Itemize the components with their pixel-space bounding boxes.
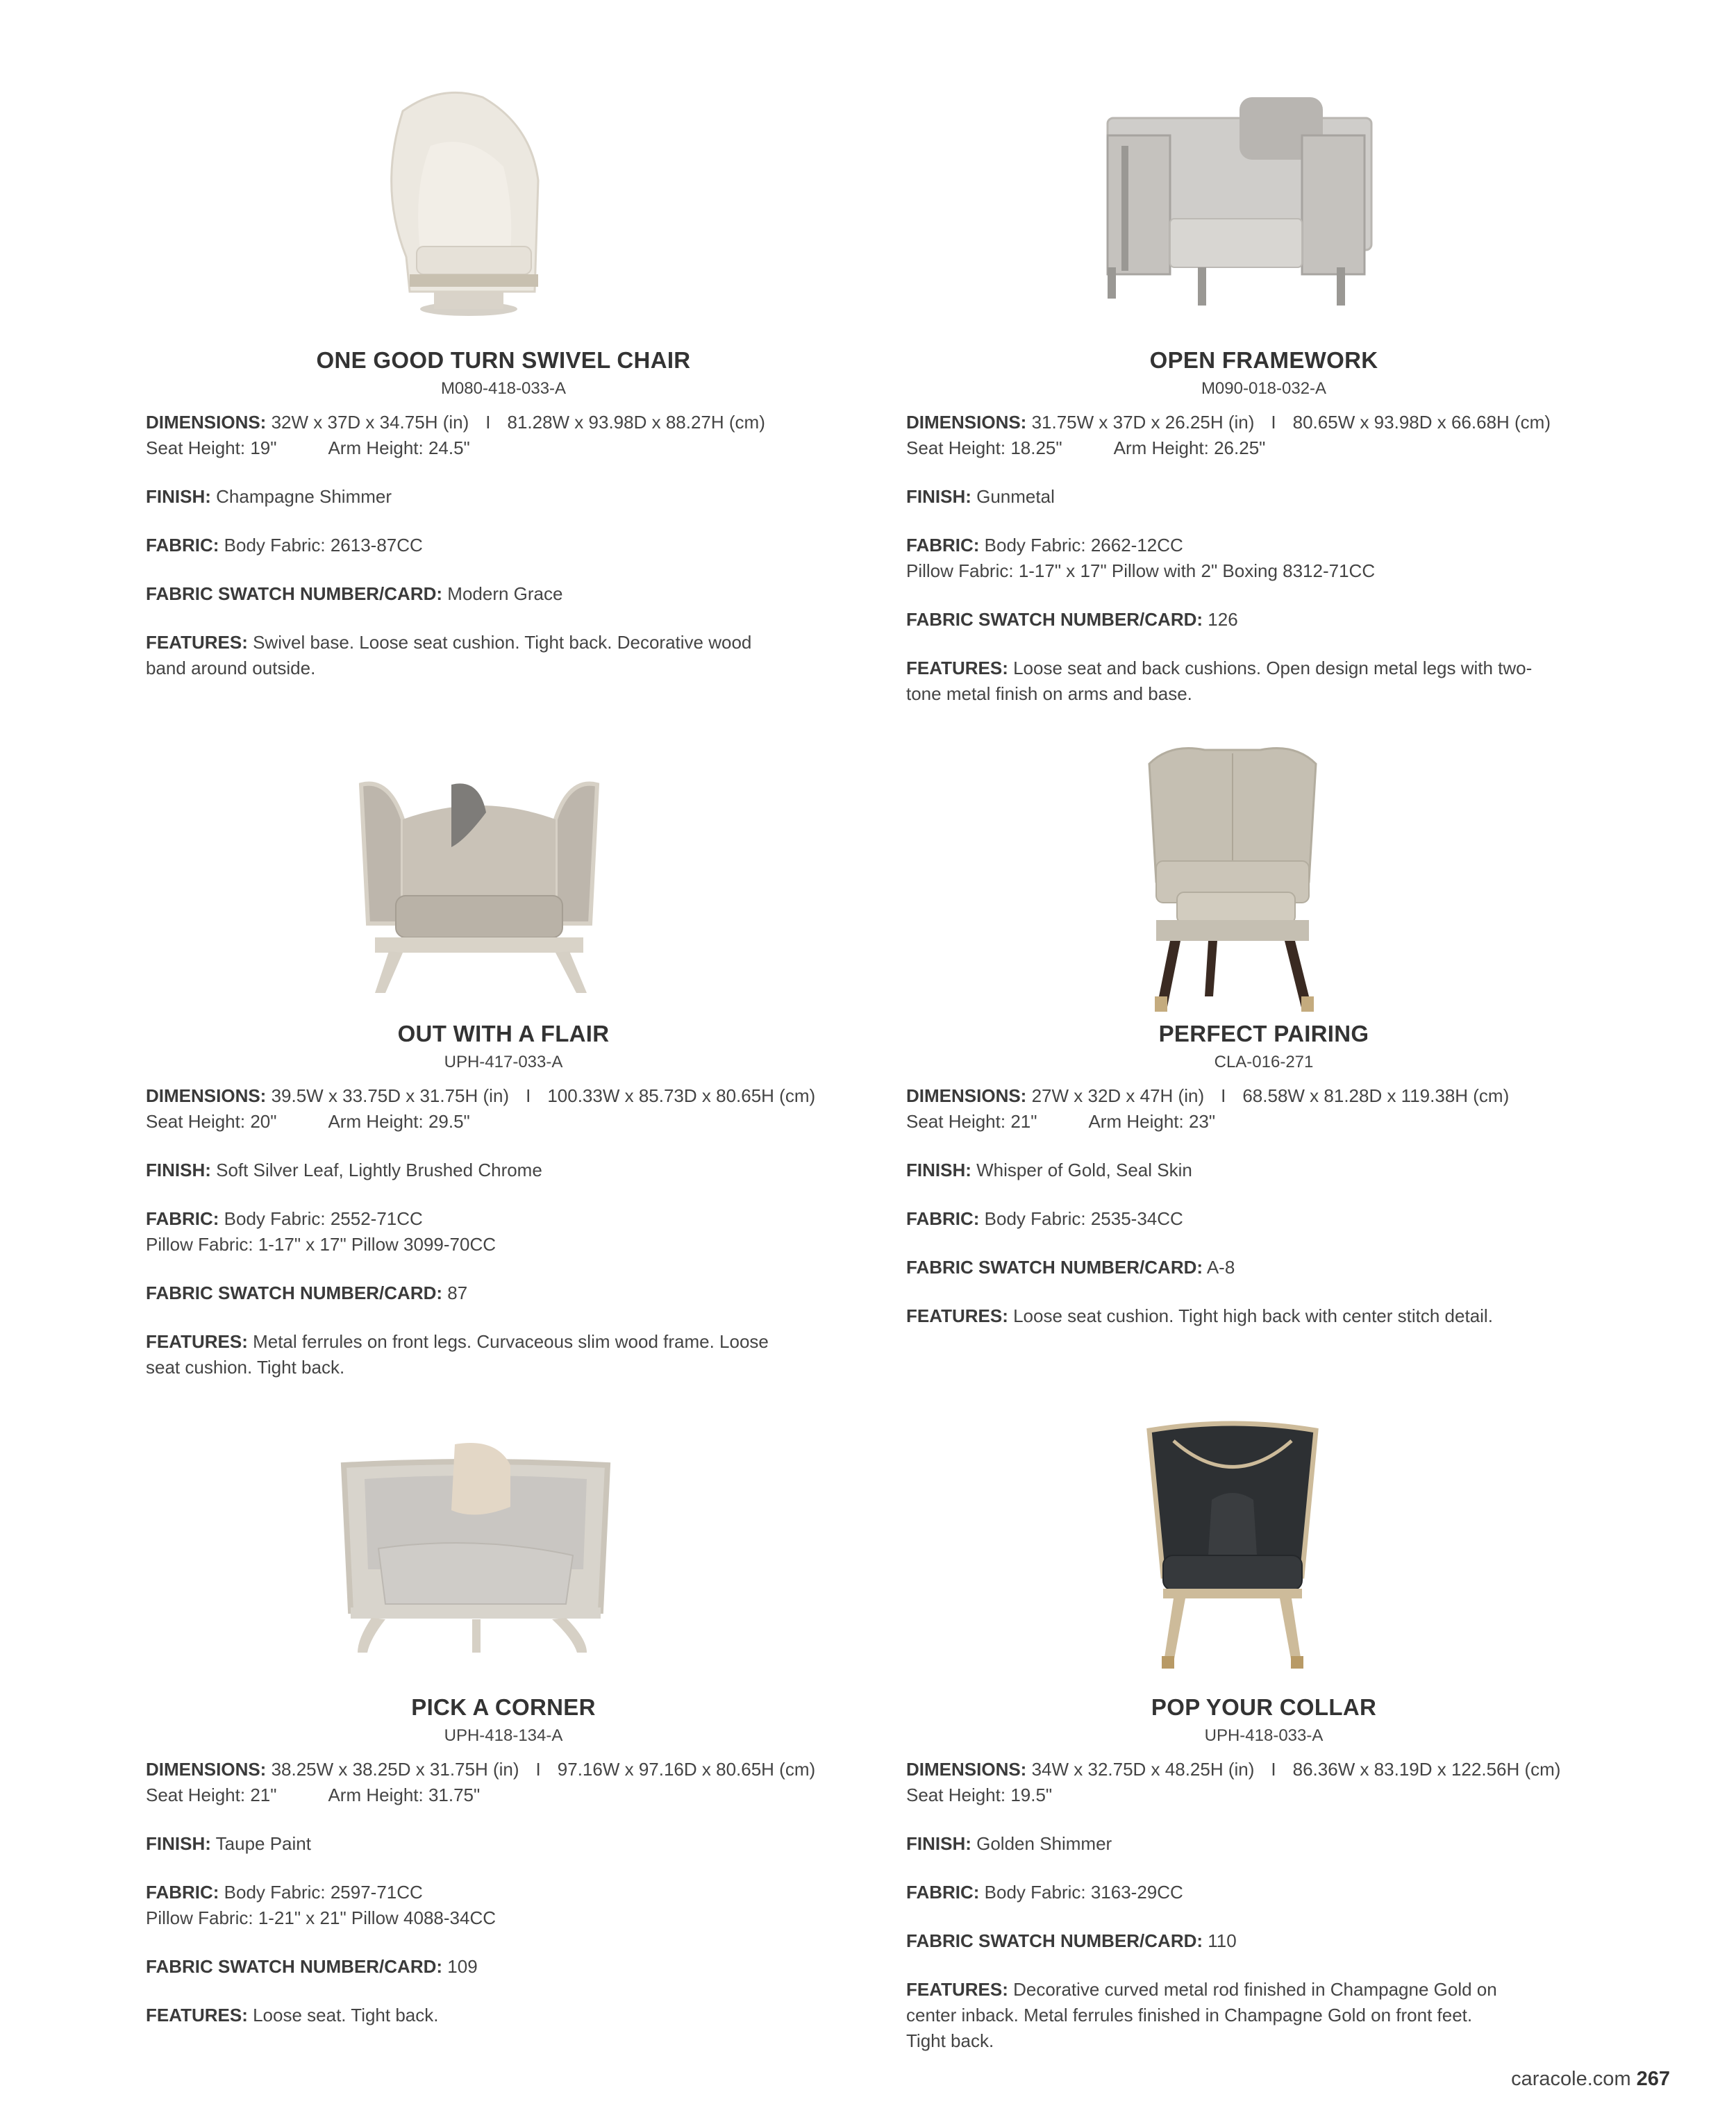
features-row bbox=[906, 655, 1621, 681]
finish-row bbox=[146, 1831, 861, 1857]
dimensions-inches: 32W x 37D x 34.75H (in) bbox=[271, 412, 469, 433]
product-sku: UPH-417-033-A bbox=[444, 1053, 563, 1071]
fabric-value: Body Fabric: 3163-29CC bbox=[984, 1882, 1183, 1903]
swatch-row bbox=[906, 607, 1621, 633]
heights-row bbox=[146, 1782, 861, 1808]
spec-block bbox=[906, 410, 1621, 707]
finish-row bbox=[146, 1158, 861, 1183]
product-sku: UPH-418-134-A bbox=[444, 1726, 563, 1745]
fabric-row bbox=[906, 1206, 1621, 1232]
spec-block bbox=[906, 1083, 1621, 1329]
finish-value: Taupe Paint bbox=[215, 1833, 311, 1854]
features-line-1: Loose seat cushion. Tight high back with center stitch detail. bbox=[1013, 1305, 1493, 1326]
heights-row bbox=[146, 435, 861, 461]
swatch-label: FABRIC SWATCH NUMBER/CARD: bbox=[906, 1257, 1203, 1278]
dimensions-cm: 80.65W x 93.98D x 66.68H (cm) bbox=[1292, 412, 1551, 433]
features-row bbox=[906, 1977, 1621, 2003]
heights-row bbox=[906, 435, 1621, 461]
fabric-label: FABRIC: bbox=[146, 1882, 219, 1903]
spec-block bbox=[146, 410, 861, 681]
arm-height: Arm Height: 23" bbox=[1088, 1111, 1216, 1132]
fabric-value: Body Fabric: 2597-71CC bbox=[224, 1882, 423, 1903]
finish-value: Golden Shimmer bbox=[976, 1833, 1112, 1854]
heights-row bbox=[906, 1782, 1621, 1808]
heights-row bbox=[906, 1109, 1621, 1135]
swatch-row bbox=[906, 1928, 1621, 1954]
product-name: POP YOUR COLLAR bbox=[1151, 1694, 1377, 1720]
fabric-value: Body Fabric: 2535-34CC bbox=[984, 1208, 1183, 1229]
finish-row bbox=[906, 484, 1621, 510]
dimensions-cm: 100.33W x 85.73D x 80.65H (cm) bbox=[547, 1085, 816, 1106]
finish-value: Gunmetal bbox=[976, 486, 1055, 507]
swatch-label: FABRIC SWATCH NUMBER/CARD: bbox=[906, 1930, 1203, 1951]
finish-value: Whisper of Gold, Seal Skin bbox=[976, 1160, 1192, 1180]
features-row bbox=[146, 1329, 861, 1355]
product-sku: UPH-418-033-A bbox=[1204, 1726, 1324, 1745]
features-row bbox=[906, 1303, 1621, 1329]
finish-row bbox=[906, 1831, 1621, 1857]
features-label: FEATURES: bbox=[906, 1979, 1008, 2000]
dimensions-row bbox=[146, 1083, 861, 1109]
finish-label: FINISH: bbox=[906, 486, 971, 507]
features-label: FEATURES: bbox=[146, 2005, 248, 2025]
fabric-value: Body Fabric: 2662-12CC bbox=[984, 535, 1183, 555]
features-row bbox=[146, 630, 861, 655]
spec-block bbox=[146, 1083, 861, 1380]
features-line-2: tone metal finish on arms and base. bbox=[906, 683, 1192, 704]
swatch-label: FABRIC SWATCH NUMBER/CARD: bbox=[906, 609, 1203, 630]
features-line-1: Metal ferrules on front legs. Curvaceous slim wood frame. Loose bbox=[253, 1331, 769, 1352]
fabric-label: FABRIC: bbox=[146, 1208, 219, 1229]
swatch-row bbox=[906, 1255, 1621, 1280]
dimensions-label: DIMENSIONS: bbox=[146, 1085, 267, 1106]
dimensions-cm: 97.16W x 97.16D x 80.65H (cm) bbox=[557, 1759, 816, 1780]
seat-height: Seat Height: 19.5" bbox=[906, 1785, 1053, 1805]
product-sku: M080-418-033-A bbox=[440, 379, 567, 398]
dimensions-cm: 86.36W x 83.19D x 122.56H (cm) bbox=[1292, 1759, 1561, 1780]
fabric-label: FABRIC: bbox=[906, 1208, 980, 1229]
features-line-3: Tight back. bbox=[906, 2030, 994, 2051]
fabric-label: FABRIC: bbox=[906, 535, 980, 555]
flair-chair-image bbox=[347, 764, 611, 1000]
swatch-row bbox=[146, 1954, 861, 1980]
dimensions-inches: 39.5W x 33.75D x 31.75H (in) bbox=[271, 1085, 510, 1106]
swatch-row bbox=[146, 581, 861, 607]
fabric-label: FABRIC: bbox=[146, 535, 219, 555]
features-label: FEATURES: bbox=[906, 658, 1008, 678]
finish-label: FINISH: bbox=[906, 1160, 971, 1180]
swatch-label: FABRIC SWATCH NUMBER/CARD: bbox=[146, 1956, 443, 1977]
features-label: FEATURES: bbox=[146, 632, 248, 653]
fabric-label: FABRIC: bbox=[906, 1882, 980, 1903]
fabric-value: Body Fabric: 2552-71CC bbox=[224, 1208, 423, 1229]
dimensions-separator: I bbox=[535, 1759, 541, 1780]
finish-label: FINISH: bbox=[146, 1833, 211, 1854]
features-line-1: Loose seat. Tight back. bbox=[253, 2005, 439, 2025]
product-name: PICK A CORNER bbox=[411, 1694, 596, 1720]
dimensions-inches: 34W x 32.75D x 48.25H (in) bbox=[1031, 1759, 1255, 1780]
dimensions-separator: I bbox=[485, 412, 491, 433]
swatch-value: 109 bbox=[447, 1956, 478, 1977]
swivel-chair-image bbox=[365, 83, 573, 319]
swatch-value: A-8 bbox=[1206, 1257, 1235, 1278]
finish-value: Champagne Shimmer bbox=[216, 486, 392, 507]
features-label: FEATURES: bbox=[146, 1331, 248, 1352]
swatch-row bbox=[146, 1280, 861, 1306]
product-sku: CLA-016-271 bbox=[1214, 1053, 1314, 1071]
features-line-2: band around outside. bbox=[146, 658, 316, 678]
arm-height: Arm Height: 24.5" bbox=[328, 437, 470, 458]
swatch-label: FABRIC SWATCH NUMBER/CARD: bbox=[146, 1283, 443, 1303]
features-line-1: Decorative curved metal rod finished in Champagne Gold on bbox=[1013, 1979, 1497, 2000]
product-name: OPEN FRAMEWORK bbox=[1149, 347, 1378, 373]
product-name: ONE GOOD TURN SWIVEL CHAIR bbox=[316, 347, 691, 373]
dimensions-label: DIMENSIONS: bbox=[146, 412, 267, 433]
dimensions-separator: I bbox=[1221, 1085, 1226, 1106]
page-number: 267 bbox=[1636, 2068, 1670, 2090]
features-line-2: seat cushion. Tight back. bbox=[146, 1357, 345, 1378]
features-row bbox=[146, 2003, 861, 2028]
site-link[interactable]: caracole.com bbox=[1511, 2068, 1631, 2090]
dimensions-row bbox=[906, 1083, 1621, 1109]
product-name: OUT WITH A FLAIR bbox=[397, 1021, 610, 1046]
dimensions-row bbox=[906, 1757, 1621, 1782]
seat-height: Seat Height: 21" bbox=[906, 1111, 1037, 1132]
dimensions-inches: 31.75W x 37D x 26.25H (in) bbox=[1031, 412, 1255, 433]
finish-value: Soft Silver Leaf, Lightly Brushed Chrome bbox=[216, 1160, 542, 1180]
seat-height: Seat Height: 19" bbox=[146, 437, 277, 458]
dimensions-row bbox=[146, 410, 861, 435]
seat-height: Seat Height: 21" bbox=[146, 1785, 277, 1805]
fabric-row bbox=[146, 533, 861, 558]
arm-height: Arm Height: 31.75" bbox=[328, 1785, 481, 1805]
corner-chair-image bbox=[337, 1430, 615, 1660]
heights-row bbox=[146, 1109, 861, 1135]
arm-height: Arm Height: 26.25" bbox=[1113, 437, 1266, 458]
dimensions-label: DIMENSIONS: bbox=[906, 1085, 1027, 1106]
product-sku: M090-018-032-A bbox=[1201, 379, 1327, 398]
swatch-value: 87 bbox=[447, 1283, 468, 1303]
swatch-value: 110 bbox=[1208, 1930, 1237, 1951]
pillow-fabric: Pillow Fabric: 1-17" x 17" Pillow 3099-70CC bbox=[146, 1234, 496, 1255]
dimensions-label: DIMENSIONS: bbox=[906, 1759, 1027, 1780]
high-back-chair-image bbox=[1135, 1417, 1330, 1673]
dimensions-separator: I bbox=[1271, 1759, 1276, 1780]
dimensions-label: DIMENSIONS: bbox=[146, 1759, 267, 1780]
pillow-fabric: Pillow Fabric: 1-21" x 21" Pillow 4088-34CC bbox=[146, 1907, 496, 1928]
swatch-value: Modern Grace bbox=[447, 583, 563, 604]
finish-label: FINISH: bbox=[906, 1833, 971, 1854]
page-footer bbox=[1511, 2068, 1670, 2091]
dimensions-inches: 27W x 32D x 47H (in) bbox=[1031, 1085, 1205, 1106]
fabric-row bbox=[906, 533, 1621, 558]
swatch-label: FABRIC SWATCH NUMBER/CARD: bbox=[146, 583, 443, 604]
dimensions-cm: 81.28W x 93.98D x 88.27H (cm) bbox=[507, 412, 765, 433]
dimensions-separator: I bbox=[1271, 412, 1276, 433]
spec-block bbox=[906, 1757, 1621, 2054]
fabric-row bbox=[146, 1880, 861, 1905]
finish-label: FINISH: bbox=[146, 1160, 211, 1180]
dimensions-label: DIMENSIONS: bbox=[906, 412, 1027, 433]
seat-height: Seat Height: 18.25" bbox=[906, 437, 1062, 458]
dimensions-inches: 38.25W x 38.25D x 31.75H (in) bbox=[271, 1759, 519, 1780]
dimensions-row bbox=[146, 1757, 861, 1782]
fabric-value: Body Fabric: 2613-87CC bbox=[224, 535, 423, 555]
dimensions-cm: 68.58W x 81.28D x 119.38H (cm) bbox=[1242, 1085, 1510, 1106]
seat-height: Seat Height: 20" bbox=[146, 1111, 277, 1132]
features-line-1: Swivel base. Loose seat cushion. Tight back. Decorative wood bbox=[253, 632, 752, 653]
dimensions-row bbox=[906, 410, 1621, 435]
dimensions-separator: I bbox=[526, 1085, 531, 1106]
fabric-row bbox=[146, 1206, 861, 1232]
pillow-fabric: Pillow Fabric: 1-17" x 17" Pillow with 2" Boxing 8312-71CC bbox=[906, 560, 1376, 581]
product-name: PERFECT PAIRING bbox=[1158, 1021, 1369, 1046]
armchair-image bbox=[1094, 94, 1385, 316]
features-line-1: Loose seat and back cushions. Open design metal legs with two- bbox=[1013, 658, 1533, 678]
fabric-row bbox=[906, 1880, 1621, 1905]
features-label: FEATURES: bbox=[906, 1305, 1008, 1326]
features-line-2: center inback. Metal ferrules finished in Champagne Gold on front feet. bbox=[906, 2005, 1473, 2025]
finish-label: FINISH: bbox=[146, 486, 211, 507]
spec-block bbox=[146, 1757, 861, 2028]
swatch-value: 126 bbox=[1208, 609, 1238, 630]
finish-row bbox=[906, 1158, 1621, 1183]
finish-row bbox=[146, 484, 861, 510]
wingback-chair-image bbox=[1128, 743, 1337, 1021]
arm-height: Arm Height: 29.5" bbox=[328, 1111, 470, 1132]
